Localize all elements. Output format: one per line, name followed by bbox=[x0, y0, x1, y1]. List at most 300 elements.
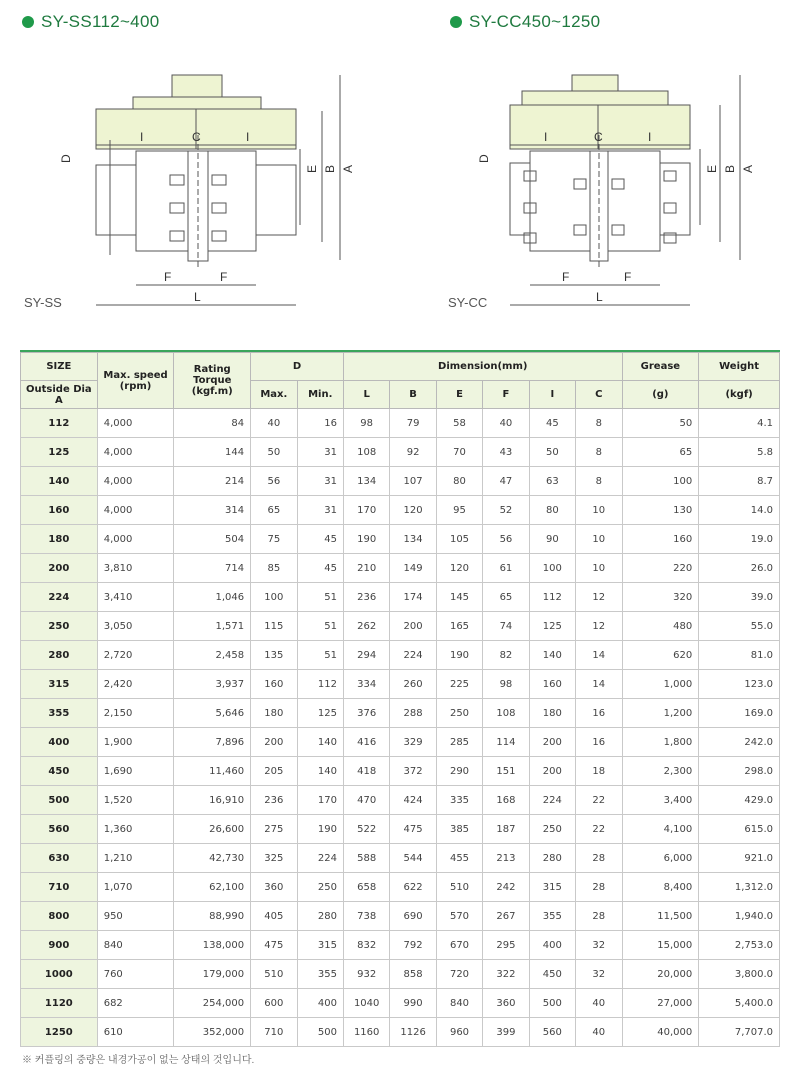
table-cell: 1,200 bbox=[622, 699, 699, 728]
table-row bbox=[21, 699, 780, 728]
table-cell: 475 bbox=[390, 815, 436, 844]
table-cell: 108 bbox=[343, 438, 389, 467]
table-row bbox=[21, 873, 780, 902]
table-cell: 832 bbox=[343, 931, 389, 960]
table-cell: 210 bbox=[343, 554, 389, 583]
label-i-right: I bbox=[648, 130, 652, 144]
table-cell: 2,720 bbox=[97, 641, 174, 670]
table-cell: 360 bbox=[251, 873, 297, 902]
table-cell: 11,500 bbox=[622, 902, 699, 931]
table-cell: 1,000 bbox=[622, 670, 699, 699]
header-grease: Grease bbox=[622, 353, 699, 381]
table-row bbox=[21, 438, 780, 467]
table-cell: 1,312.0 bbox=[699, 873, 780, 902]
table-cell: 85 bbox=[251, 554, 297, 583]
table-cell: 135 bbox=[251, 641, 297, 670]
header-size: SIZE bbox=[21, 353, 98, 381]
label-e: E bbox=[305, 164, 319, 173]
table-cell: 11,460 bbox=[174, 757, 251, 786]
label-l: L bbox=[596, 290, 603, 304]
table-cell: 32 bbox=[576, 931, 622, 960]
table-cell: 140 bbox=[297, 728, 343, 757]
header-l: L bbox=[343, 381, 389, 409]
table-cell: 714 bbox=[174, 554, 251, 583]
cell-size: 125 bbox=[21, 438, 98, 467]
header-d-min: Min. bbox=[297, 381, 343, 409]
table-cell: 320 bbox=[622, 583, 699, 612]
table-cell: 4,000 bbox=[97, 467, 174, 496]
table-cell: 8,400 bbox=[622, 873, 699, 902]
table-cell: 40 bbox=[576, 1018, 622, 1047]
cell-size: 630 bbox=[21, 844, 98, 873]
table-cell: 32 bbox=[576, 960, 622, 989]
table-cell: 55.0 bbox=[699, 612, 780, 641]
cell-size: 1250 bbox=[21, 1018, 98, 1047]
table-row bbox=[21, 960, 780, 989]
table-cell: 720 bbox=[436, 960, 482, 989]
table-cell: 58 bbox=[436, 409, 482, 438]
table-cell: 187 bbox=[483, 815, 529, 844]
table-cell: 120 bbox=[436, 554, 482, 583]
label-f-right: F bbox=[220, 270, 228, 284]
table-cell: 450 bbox=[529, 960, 575, 989]
label-a: A bbox=[741, 164, 755, 173]
cell-size: 280 bbox=[21, 641, 98, 670]
table-row bbox=[21, 757, 780, 786]
table-cell: 65 bbox=[622, 438, 699, 467]
table-cell: 242 bbox=[483, 873, 529, 902]
table-cell: 429.0 bbox=[699, 786, 780, 815]
label-d: D bbox=[477, 154, 491, 163]
table-cell: 22 bbox=[576, 815, 622, 844]
header-f: F bbox=[483, 381, 529, 409]
table-cell: 65 bbox=[483, 583, 529, 612]
table-cell: 400 bbox=[529, 931, 575, 960]
cell-size: 140 bbox=[21, 467, 98, 496]
header-rating-torque: Rating Torque (kgf.m) bbox=[174, 353, 251, 409]
table-cell: 151 bbox=[483, 757, 529, 786]
table-cell: 224 bbox=[529, 786, 575, 815]
table-cell: 416 bbox=[343, 728, 389, 757]
table-cell: 355 bbox=[297, 960, 343, 989]
table-cell: 160 bbox=[529, 670, 575, 699]
table-cell: 51 bbox=[297, 583, 343, 612]
table-cell: 16 bbox=[576, 699, 622, 728]
label-c: C bbox=[594, 130, 603, 144]
table-cell: 352,000 bbox=[174, 1018, 251, 1047]
cell-size: 900 bbox=[21, 931, 98, 960]
table-cell: 16 bbox=[297, 409, 343, 438]
table-cell: 710 bbox=[251, 1018, 297, 1047]
table-cell: 180 bbox=[251, 699, 297, 728]
table-row bbox=[21, 728, 780, 757]
table-cell: 6,000 bbox=[622, 844, 699, 873]
label-f-left: F bbox=[164, 270, 172, 284]
label-b: B bbox=[723, 164, 737, 173]
table-cell: 315 bbox=[529, 873, 575, 902]
table-cell: 26.0 bbox=[699, 554, 780, 583]
table-cell: 125 bbox=[529, 612, 575, 641]
table-cell: 288 bbox=[390, 699, 436, 728]
table-cell: 82 bbox=[483, 641, 529, 670]
cell-size: 450 bbox=[21, 757, 98, 786]
table-cell: 134 bbox=[390, 525, 436, 554]
table-cell: 7,896 bbox=[174, 728, 251, 757]
cell-size: 250 bbox=[21, 612, 98, 641]
cell-size: 500 bbox=[21, 786, 98, 815]
table-cell: 80 bbox=[529, 496, 575, 525]
table-cell: 1,046 bbox=[174, 583, 251, 612]
table-cell: 570 bbox=[436, 902, 482, 931]
table-cell: 19.0 bbox=[699, 525, 780, 554]
label-l: L bbox=[194, 290, 201, 304]
table-cell: 22 bbox=[576, 786, 622, 815]
table-cell: 600 bbox=[251, 989, 297, 1018]
table-cell: 322 bbox=[483, 960, 529, 989]
table-cell: 100 bbox=[251, 583, 297, 612]
table-cell: 190 bbox=[343, 525, 389, 554]
table-cell: 280 bbox=[297, 902, 343, 931]
cell-size: 560 bbox=[21, 815, 98, 844]
table-cell: 50 bbox=[529, 438, 575, 467]
table-cell: 4,000 bbox=[97, 496, 174, 525]
table-cell: 275 bbox=[251, 815, 297, 844]
label-e: E bbox=[705, 164, 719, 173]
table-cell: 168 bbox=[483, 786, 529, 815]
table-cell: 28 bbox=[576, 873, 622, 902]
header-d: D bbox=[251, 353, 344, 381]
table-cell: 510 bbox=[436, 873, 482, 902]
label-d: D bbox=[59, 154, 73, 163]
table-cell: 52 bbox=[483, 496, 529, 525]
table-cell: 792 bbox=[390, 931, 436, 960]
table-cell: 8 bbox=[576, 409, 622, 438]
table-cell: 90 bbox=[529, 525, 575, 554]
table-cell: 98 bbox=[343, 409, 389, 438]
table-cell: 100 bbox=[622, 467, 699, 496]
table-cell: 250 bbox=[529, 815, 575, 844]
label-b: B bbox=[323, 164, 337, 173]
table-cell: 1,070 bbox=[97, 873, 174, 902]
header-max-speed: Max. speed (rpm) bbox=[97, 353, 174, 409]
table-cell: 120 bbox=[390, 496, 436, 525]
table-cell: 125 bbox=[297, 699, 343, 728]
table-cell: 236 bbox=[251, 786, 297, 815]
table-row bbox=[21, 989, 780, 1018]
table-cell: 31 bbox=[297, 467, 343, 496]
table-cell: 405 bbox=[251, 902, 297, 931]
table-cell: 295 bbox=[483, 931, 529, 960]
table-cell: 160 bbox=[622, 525, 699, 554]
table-cell: 220 bbox=[622, 554, 699, 583]
table-cell: 355 bbox=[529, 902, 575, 931]
table-cell: 14.0 bbox=[699, 496, 780, 525]
table-cell: 1160 bbox=[343, 1018, 389, 1047]
table-cell: 5,646 bbox=[174, 699, 251, 728]
table-row bbox=[21, 815, 780, 844]
table-cell: 7,707.0 bbox=[699, 1018, 780, 1047]
table-cell: 140 bbox=[297, 757, 343, 786]
table-cell: 40 bbox=[251, 409, 297, 438]
table-cell: 16,910 bbox=[174, 786, 251, 815]
table-cell: 105 bbox=[436, 525, 482, 554]
table-row bbox=[21, 641, 780, 670]
table-cell: 500 bbox=[297, 1018, 343, 1047]
table-cell: 112 bbox=[529, 583, 575, 612]
table-cell: 14 bbox=[576, 641, 622, 670]
bullet-dot-icon bbox=[22, 16, 34, 28]
table-cell: 285 bbox=[436, 728, 482, 757]
table-cell: 682 bbox=[97, 989, 174, 1018]
table-cell: 250 bbox=[436, 699, 482, 728]
table-cell: 190 bbox=[436, 641, 482, 670]
table-cell: 8 bbox=[576, 438, 622, 467]
table-cell: 262 bbox=[343, 612, 389, 641]
table-cell: 5.8 bbox=[699, 438, 780, 467]
header-outside-dia: Outside Dia A bbox=[21, 381, 98, 409]
table-cell: 325 bbox=[251, 844, 297, 873]
table-cell: 12 bbox=[576, 583, 622, 612]
table-cell: 400 bbox=[297, 989, 343, 1018]
header-grease-unit: (g) bbox=[622, 381, 699, 409]
table-cell: 10 bbox=[576, 525, 622, 554]
table-cell: 200 bbox=[529, 728, 575, 757]
table-cell: 424 bbox=[390, 786, 436, 815]
table-row bbox=[21, 786, 780, 815]
cell-size: 160 bbox=[21, 496, 98, 525]
table-cell: 200 bbox=[251, 728, 297, 757]
table-cell: 10 bbox=[576, 554, 622, 583]
table-cell: 418 bbox=[343, 757, 389, 786]
table-row bbox=[21, 1018, 780, 1047]
table-cell: 39.0 bbox=[699, 583, 780, 612]
table-cell: 335 bbox=[436, 786, 482, 815]
table-cell: 170 bbox=[343, 496, 389, 525]
cell-size: 315 bbox=[21, 670, 98, 699]
table-cell: 260 bbox=[390, 670, 436, 699]
table-cell: 470 bbox=[343, 786, 389, 815]
table-cell: 40 bbox=[576, 989, 622, 1018]
table-cell: 26,600 bbox=[174, 815, 251, 844]
table-cell: 80 bbox=[436, 467, 482, 496]
table-cell: 8.7 bbox=[699, 467, 780, 496]
table-row bbox=[21, 525, 780, 554]
table-cell: 298.0 bbox=[699, 757, 780, 786]
table-cell: 2,300 bbox=[622, 757, 699, 786]
table-cell: 544 bbox=[390, 844, 436, 873]
header-dimension: Dimension(mm) bbox=[343, 353, 622, 381]
table-cell: 376 bbox=[343, 699, 389, 728]
table-cell: 28 bbox=[576, 902, 622, 931]
cell-size: 355 bbox=[21, 699, 98, 728]
table-cell: 670 bbox=[436, 931, 482, 960]
table-cell: 329 bbox=[390, 728, 436, 757]
table-cell: 950 bbox=[97, 902, 174, 931]
table-cell: 170 bbox=[297, 786, 343, 815]
table-cell: 100 bbox=[529, 554, 575, 583]
cell-size: 710 bbox=[21, 873, 98, 902]
table-cell: 1040 bbox=[343, 989, 389, 1018]
table-cell: 149 bbox=[390, 554, 436, 583]
table-cell: 588 bbox=[343, 844, 389, 873]
table-cell: 738 bbox=[343, 902, 389, 931]
table-cell: 180 bbox=[529, 699, 575, 728]
table-cell: 81.0 bbox=[699, 641, 780, 670]
cell-size: 1120 bbox=[21, 989, 98, 1018]
table-cell: 236 bbox=[343, 583, 389, 612]
label-a: A bbox=[341, 164, 355, 173]
type-label-cc: SY-CC bbox=[448, 295, 488, 310]
table-cell: 2,420 bbox=[97, 670, 174, 699]
table-cell: 31 bbox=[297, 438, 343, 467]
label-i-right: I bbox=[246, 130, 250, 144]
table-cell: 242.0 bbox=[699, 728, 780, 757]
table-cell: 174 bbox=[390, 583, 436, 612]
table-cell: 760 bbox=[97, 960, 174, 989]
table-cell: 504 bbox=[174, 525, 251, 554]
table-cell: 1,900 bbox=[97, 728, 174, 757]
table-cell: 74 bbox=[483, 612, 529, 641]
table-cell: 1126 bbox=[390, 1018, 436, 1047]
table-cell: 61 bbox=[483, 554, 529, 583]
table-cell: 610 bbox=[97, 1018, 174, 1047]
table-cell: 620 bbox=[622, 641, 699, 670]
table-cell: 62,100 bbox=[174, 873, 251, 902]
table-cell: 134 bbox=[343, 467, 389, 496]
bullet-dot-icon bbox=[450, 16, 462, 28]
table-cell: 18 bbox=[576, 757, 622, 786]
cell-size: 112 bbox=[21, 409, 98, 438]
table-row bbox=[21, 496, 780, 525]
table-cell: 27,000 bbox=[622, 989, 699, 1018]
table-cell: 658 bbox=[343, 873, 389, 902]
table-cell: 475 bbox=[251, 931, 297, 960]
table-cell: 40 bbox=[483, 409, 529, 438]
table-cell: 45 bbox=[529, 409, 575, 438]
table-cell: 522 bbox=[343, 815, 389, 844]
table-cell: 190 bbox=[297, 815, 343, 844]
header-weight-unit: (kgf) bbox=[699, 381, 780, 409]
table-cell: 169.0 bbox=[699, 699, 780, 728]
table-cell: 560 bbox=[529, 1018, 575, 1047]
table-cell: 224 bbox=[297, 844, 343, 873]
table-cell: 399 bbox=[483, 1018, 529, 1047]
header-d-max: Max. bbox=[251, 381, 297, 409]
table-cell: 858 bbox=[390, 960, 436, 989]
table-cell: 200 bbox=[390, 612, 436, 641]
table-cell: 14 bbox=[576, 670, 622, 699]
table-cell: 455 bbox=[436, 844, 482, 873]
table-cell: 3,810 bbox=[97, 554, 174, 583]
table-cell: 290 bbox=[436, 757, 482, 786]
table-cell: 28 bbox=[576, 844, 622, 873]
table-row bbox=[21, 670, 780, 699]
header-e: E bbox=[436, 381, 482, 409]
table-cell: 179,000 bbox=[174, 960, 251, 989]
cell-size: 800 bbox=[21, 902, 98, 931]
table-cell: 144 bbox=[174, 438, 251, 467]
table-row bbox=[21, 902, 780, 931]
title-sy-ss: SY-SS112~400 bbox=[22, 12, 159, 32]
table-cell: 200 bbox=[529, 757, 575, 786]
table-cell: 115 bbox=[251, 612, 297, 641]
table-cell: 63 bbox=[529, 467, 575, 496]
table-cell: 4,000 bbox=[97, 438, 174, 467]
cell-size: 1000 bbox=[21, 960, 98, 989]
spec-table bbox=[20, 352, 780, 1047]
table-cell: 372 bbox=[390, 757, 436, 786]
table-cell: 95 bbox=[436, 496, 482, 525]
table-cell: 3,050 bbox=[97, 612, 174, 641]
table-cell: 1,800 bbox=[622, 728, 699, 757]
table-row bbox=[21, 583, 780, 612]
table-cell: 3,937 bbox=[174, 670, 251, 699]
table-cell: 315 bbox=[297, 931, 343, 960]
table-cell: 165 bbox=[436, 612, 482, 641]
table-cell: 205 bbox=[251, 757, 297, 786]
table-cell: 75 bbox=[251, 525, 297, 554]
type-label-ss: SY-SS bbox=[24, 295, 62, 310]
header-i: I bbox=[529, 381, 575, 409]
table-row bbox=[21, 931, 780, 960]
table-cell: 84 bbox=[174, 409, 251, 438]
table-cell: 108 bbox=[483, 699, 529, 728]
table-cell: 16 bbox=[576, 728, 622, 757]
table-cell: 51 bbox=[297, 641, 343, 670]
label-i-left: I bbox=[140, 130, 144, 144]
table-cell: 70 bbox=[436, 438, 482, 467]
table-cell: 123.0 bbox=[699, 670, 780, 699]
table-cell: 2,150 bbox=[97, 699, 174, 728]
table-cell: 4,000 bbox=[97, 525, 174, 554]
table-cell: 1,210 bbox=[97, 844, 174, 873]
table-cell: 130 bbox=[622, 496, 699, 525]
table-cell: 385 bbox=[436, 815, 482, 844]
table-cell: 79 bbox=[390, 409, 436, 438]
footnote: ※ 커플링의 중량은 내경가공이 없는 상태의 것입니다. bbox=[22, 1055, 255, 1066]
table-cell: 3,400 bbox=[622, 786, 699, 815]
table-cell: 921.0 bbox=[699, 844, 780, 873]
table-cell: 932 bbox=[343, 960, 389, 989]
table-cell: 160 bbox=[251, 670, 297, 699]
cell-size: 400 bbox=[21, 728, 98, 757]
table-cell: 213 bbox=[483, 844, 529, 873]
table-cell: 92 bbox=[390, 438, 436, 467]
table-cell: 56 bbox=[251, 467, 297, 496]
table-cell: 10 bbox=[576, 496, 622, 525]
table-cell: 360 bbox=[483, 989, 529, 1018]
cell-size: 200 bbox=[21, 554, 98, 583]
table-cell: 267 bbox=[483, 902, 529, 931]
table-row bbox=[21, 409, 780, 438]
label-c: C bbox=[192, 130, 201, 144]
table-cell: 2,458 bbox=[174, 641, 251, 670]
header-c: C bbox=[576, 381, 622, 409]
table-cell: 42,730 bbox=[174, 844, 251, 873]
table-cell: 145 bbox=[436, 583, 482, 612]
table-cell: 98 bbox=[483, 670, 529, 699]
table-cell: 5,400.0 bbox=[699, 989, 780, 1018]
table-cell: 3,800.0 bbox=[699, 960, 780, 989]
table-cell: 40,000 bbox=[622, 1018, 699, 1047]
header-weight: Weight bbox=[699, 353, 780, 381]
table-row bbox=[21, 467, 780, 496]
header-b: B bbox=[390, 381, 436, 409]
table-cell: 250 bbox=[297, 873, 343, 902]
table-cell: 840 bbox=[436, 989, 482, 1018]
table-cell: 840 bbox=[97, 931, 174, 960]
label-f-left: F bbox=[562, 270, 570, 284]
